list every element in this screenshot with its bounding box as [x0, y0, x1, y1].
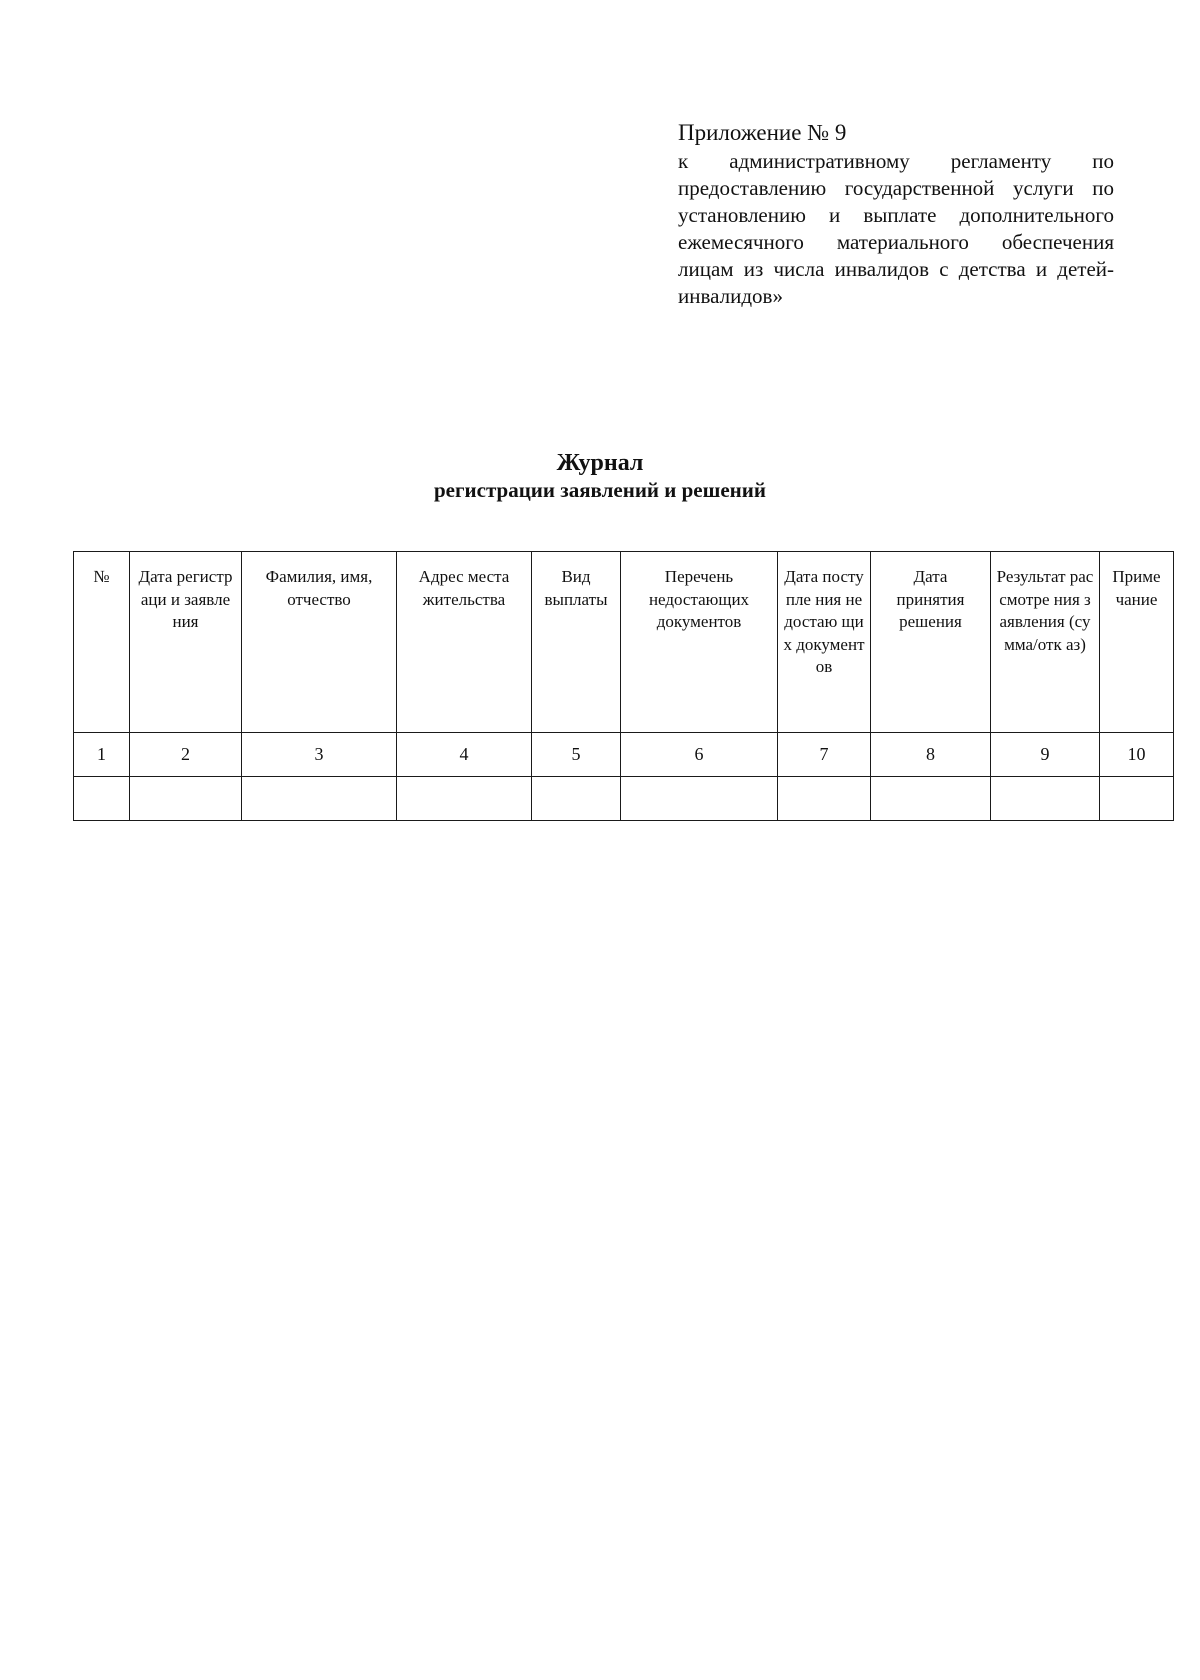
- empty-cell: [778, 777, 871, 821]
- empty-cell: [130, 777, 242, 821]
- appendix-block: [678, 118, 1114, 310]
- journal-title: Журнал: [556, 450, 644, 476]
- header-cell-note: Приме чание: [1100, 552, 1174, 733]
- number-cell: 10: [1100, 733, 1174, 777]
- empty-cell: [621, 777, 778, 821]
- header-cell-payment-type: Вид выплаты: [532, 552, 621, 733]
- header-cell-full-name: Фамилия, имя, отчество: [242, 552, 397, 733]
- header-cell-decision-date: Дата принятия решения: [871, 552, 991, 733]
- number-cell: 1: [74, 733, 130, 777]
- empty-cell: [871, 777, 991, 821]
- appendix-text: к административному регламенту по предоставлению государственной услуги по установлению и выплате дополнительного ежемесячного материального обеспечения лицам из числа инвалидов с детства и детей-инвалидов»: [678, 149, 1114, 308]
- journal-heading: [0, 449, 1200, 503]
- header-cell-number: №: [74, 552, 130, 733]
- journal-subtitle: регистрации заявлений и решений: [434, 478, 766, 502]
- registration-table: [73, 551, 1174, 821]
- header-cell-address: Адрес места жительства: [397, 552, 532, 733]
- empty-cell: [991, 777, 1100, 821]
- table-empty-row: [74, 777, 1174, 821]
- header-cell-result: Результат рассмотре ния заявления (сумма/отк аз): [991, 552, 1100, 733]
- empty-cell: [397, 777, 532, 821]
- table-number-row: [74, 733, 1174, 777]
- empty-cell: [1100, 777, 1174, 821]
- header-cell-docs-receipt-date: Дата поступле ния недостаю щих документ ов: [778, 552, 871, 733]
- empty-cell: [74, 777, 130, 821]
- number-cell: 2: [130, 733, 242, 777]
- table-header-row: [74, 552, 1174, 733]
- empty-cell: [242, 777, 397, 821]
- number-cell: 6: [621, 733, 778, 777]
- number-cell: 5: [532, 733, 621, 777]
- appendix-title: Приложение № 9: [678, 120, 847, 145]
- number-cell: 4: [397, 733, 532, 777]
- header-cell-missing-docs: Перечень недостающих документов: [621, 552, 778, 733]
- empty-cell: [532, 777, 621, 821]
- number-cell: 3: [242, 733, 397, 777]
- number-cell: 7: [778, 733, 871, 777]
- number-cell: 9: [991, 733, 1100, 777]
- header-cell-registration-date: Дата регистраци и заявления: [130, 552, 242, 733]
- number-cell: 8: [871, 733, 991, 777]
